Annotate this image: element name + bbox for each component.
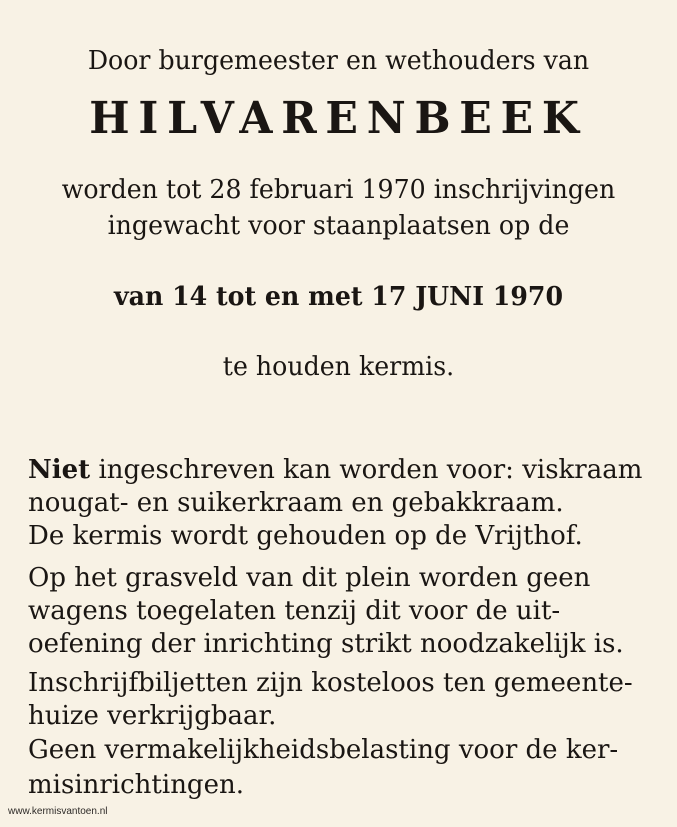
- conditions-line: misinrichtingen.: [28, 770, 244, 800]
- conditions-lead-bold: Niet: [28, 455, 91, 485]
- conditions-line: Op het grasveld van dit plein worden geen: [28, 563, 591, 593]
- watermark-url: www.kermisvantoen.nl: [8, 806, 108, 817]
- conditions-line: Geen vermakelijkheidsbelasting voor de ker-: [28, 735, 619, 765]
- conditions-line: De kermis wordt gehouden op de Vrijthof.: [28, 521, 583, 551]
- announcement-line-3: te houden kermis.: [222, 352, 455, 382]
- conditions-line-0: [28, 455, 642, 485]
- kermis-dates: van 14 tot en met 17 JUNI 1970: [113, 282, 564, 312]
- conditions-lead-rest: ingeschreven kan worden voor: viskraam: [90, 455, 643, 485]
- conditions-line: Inschrijfbiljetten zijn kosteloos ten gemeente-: [28, 668, 633, 698]
- conditions-line: huize verkrijgbaar.: [28, 701, 277, 731]
- intro-line: Door burgemeester en wethouders van: [87, 46, 590, 76]
- conditions-line: oefening der inrichting strikt noodzakelijk is.: [28, 629, 624, 659]
- town-title: HILVARENBEEK: [89, 93, 588, 144]
- conditions-line: nougat- en suikerkraam en gebakkraam.: [28, 488, 564, 518]
- announcement-line-2: ingewacht voor staanplaatsen op de: [107, 211, 570, 241]
- announcement-line-1: worden tot 28 februari 1970 inschrijvingen: [61, 175, 616, 205]
- conditions-line: wagens toegelaten tenzij dit voor de uit-: [28, 596, 561, 626]
